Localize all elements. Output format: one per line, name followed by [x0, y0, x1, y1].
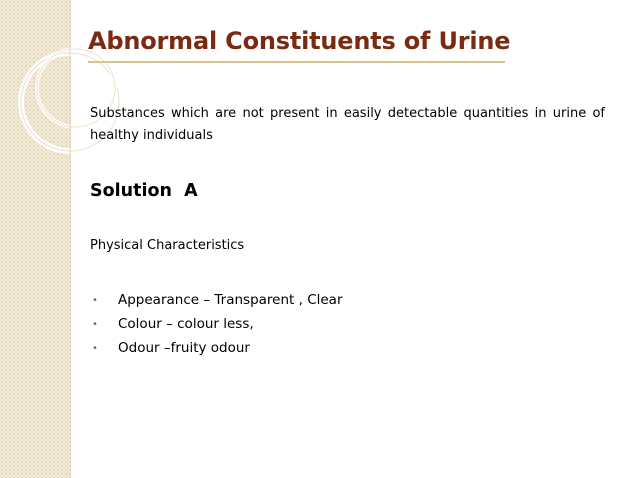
slide-title: Abnormal Constituents of Urine	[88, 27, 511, 55]
list-item-odour	[92, 336, 343, 360]
list-item-colour	[92, 312, 343, 336]
bullet-icon: •	[92, 342, 98, 354]
bullet-icon: •	[92, 294, 98, 306]
intro-paragraph: Substances which are not present in easily detectable quantities in urine of healthy individuals	[90, 106, 605, 143]
list-item-appearance	[92, 288, 343, 312]
list-item-text: Colour – colour less,	[118, 316, 254, 332]
characteristics-list	[92, 288, 343, 360]
bullet-icon: •	[92, 318, 98, 330]
list-item-text: Appearance – Transparent , Clear	[118, 292, 343, 308]
list-item-text: Odour –fruity odour	[118, 340, 250, 356]
physical-characteristics-heading: Physical Characteristics	[90, 238, 245, 253]
title-underline	[88, 61, 505, 63]
section-heading: Solution A	[90, 181, 198, 201]
